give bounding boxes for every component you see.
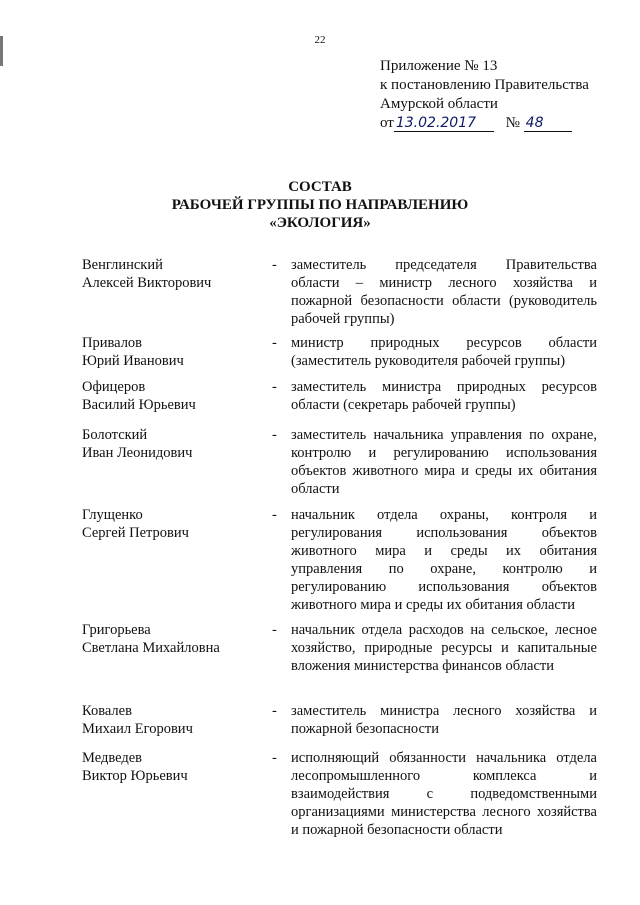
member-given-names: Виктор Юрьевич [82, 768, 188, 784]
number-label: № [505, 115, 520, 131]
member-role: заместитель председателя Правительства области – министр лесного хозяйства и пожарной безопасности области (руководитель рабочей группы) [291, 257, 597, 327]
appendix-date-line [380, 114, 630, 133]
appendix-line-1: Приложение № 13 [380, 58, 498, 74]
member-name [82, 621, 262, 657]
member-name [82, 378, 262, 414]
date-handwritten: 13.02.2017 [395, 115, 477, 131]
member-name [82, 256, 262, 292]
title-line-1: СОСТАВ [288, 179, 352, 195]
member-dash: - [272, 257, 277, 273]
member-role: министр природных ресурсов области (заместитель руководителя рабочей группы) [291, 335, 597, 369]
member-name [82, 334, 262, 370]
member-name [82, 702, 262, 738]
title-line-3: «ЭКОЛОГИЯ» [269, 215, 371, 231]
member-surname: Григорьева [82, 622, 151, 638]
member-name [82, 426, 262, 462]
member-given-names: Михаил Егорович [82, 721, 193, 737]
member-role: начальник отдела расходов на сельское, лесное хозяйство, природные ресурсы и капитальные вложения министерства финансов области [291, 622, 597, 674]
appendix-block [380, 57, 630, 133]
appendix-line-2: к постановлению Правительства [380, 77, 589, 93]
page-number: 22 [314, 34, 326, 46]
date-field [394, 115, 494, 132]
number-handwritten: 48 [525, 115, 544, 131]
member-given-names: Иван Леонидович [82, 445, 193, 461]
member-role: заместитель министра лесного хозяйства и пожарной безопасности [291, 703, 597, 737]
member-dash: - [272, 335, 277, 351]
member-name [82, 749, 262, 785]
member-dash: - [272, 427, 277, 443]
member-surname: Глущенко [82, 507, 143, 523]
member-surname: Привалов [82, 335, 143, 351]
member-role: начальник отдела охраны, контроля и регулирования использования объектов животного мира и среды их обитания управления по охране, контролю и регулированию использования объектов животного мира и среды их обитания области [291, 507, 597, 613]
member-role: исполняющий обязанности начальника отдела лесопромышленного комплекса и взаимодействия с подведомственными организациями министерства лесного хозяйства и пожарной безопасности области [291, 750, 597, 838]
member-surname: Венглинский [82, 257, 163, 273]
member-given-names: Юрий Иванович [82, 353, 184, 369]
appendix-line-3: Амурской области [380, 96, 498, 112]
date-prefix: от [380, 115, 394, 131]
document-title [0, 178, 640, 232]
member-role: заместитель начальника управления по охране, контролю и регулированию использования объектов животного мира и среды их обитания области [291, 427, 597, 497]
member-dash: - [272, 622, 277, 638]
member-surname: Медведев [82, 750, 142, 766]
member-given-names: Светлана Михайловна [82, 640, 220, 656]
member-dash: - [272, 379, 277, 395]
member-dash: - [272, 507, 277, 523]
member-surname: Ковалев [82, 703, 132, 719]
title-line-2: РАБОЧЕЙ ГРУППЫ ПО НАПРАВЛЕНИЮ [171, 197, 469, 213]
member-dash: - [272, 703, 277, 719]
member-given-names: Василий Юрьевич [82, 397, 196, 413]
member-role: заместитель министра природных ресурсов области (секретарь рабочей группы) [291, 379, 597, 413]
member-surname: Офицеров [82, 379, 146, 395]
member-given-names: Сергей Петрович [82, 525, 189, 541]
member-surname: Болотский [82, 427, 148, 443]
member-name [82, 506, 262, 542]
member-given-names: Алексей Викторович [82, 275, 212, 291]
member-dash: - [272, 750, 277, 766]
number-field [524, 115, 572, 132]
